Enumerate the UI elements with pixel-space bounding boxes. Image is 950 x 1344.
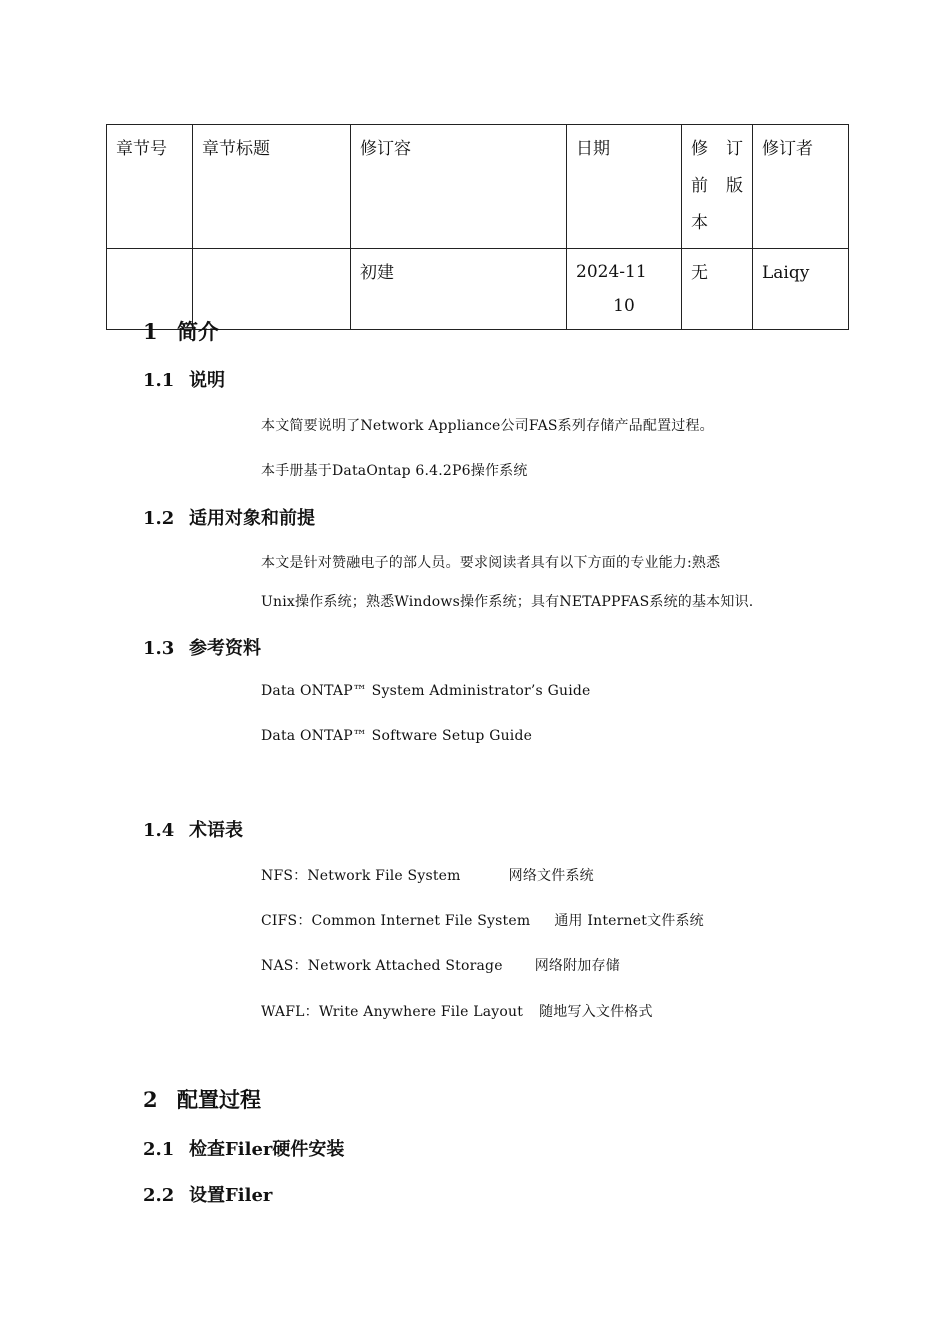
header-chapter-title: 章节标题	[193, 125, 351, 249]
glossary-item	[261, 1001, 653, 1021]
heading-1-2: 1.2 适用对象和前提	[143, 508, 315, 529]
glossary-item	[261, 910, 704, 930]
glossary-meaning: 网络文件系统	[508, 868, 594, 884]
heading-2-1: 2.1 检查Filer硬件安装	[143, 1139, 345, 1160]
header-reviser: 修订者	[753, 125, 849, 249]
heading-1-3: 1.3 参考资料	[143, 638, 261, 659]
header-chapter-no: 章节号	[107, 125, 193, 249]
glossary-term: NAS：Network Attached Storage	[261, 958, 503, 974]
glossary-meaning: 随地写入文件格式	[539, 1004, 653, 1020]
para-1-2-line-2: Unix操作系统；熟悉Windows操作系统；具有NETAPPFAS系统的基本知识.	[261, 594, 754, 610]
glossary-meaning: 通用 Internet文件系统	[554, 913, 704, 929]
heading-2: 2 配置过程	[143, 1087, 261, 1112]
reference-1: Data ONTAP™ System Administrator’s Guide	[261, 683, 591, 699]
cell-date: 2024-11 10	[567, 249, 682, 330]
header-content: 修订容	[351, 125, 567, 249]
heading-1-4: 1.4 术语表	[143, 820, 243, 841]
heading-1-1: 1.1 说明	[143, 370, 225, 391]
revision-table	[106, 124, 849, 330]
cell-reviser: Laiqy	[753, 249, 849, 330]
header-date: 日期	[567, 125, 682, 249]
reference-2: Data ONTAP™ Software Setup Guide	[261, 728, 533, 744]
para-1-1-line-2: 本手册基于DataOntap 6.4.2P6操作系统	[261, 463, 528, 479]
glossary-item	[261, 955, 620, 975]
glossary-item	[261, 865, 594, 885]
cell-content: 初建	[351, 249, 567, 330]
para-1-2-line-1: 本文是针对赞融电子的部人员。要求阅读者具有以下方面的专业能力:熟悉	[261, 555, 721, 571]
glossary-term: CIFS：Common Internet File System	[261, 913, 531, 929]
prev-version-line-2: 前 版	[691, 176, 743, 196]
cell-prev-version: 无	[682, 249, 753, 330]
prev-version-line-1: 修 订	[691, 139, 743, 159]
heading-1: 1 简介	[143, 319, 219, 344]
glossary-term: NFS：Network File System	[261, 868, 461, 884]
glossary-term: WAFL：Write Anywhere File Layout	[261, 1004, 524, 1020]
heading-2-2: 2.2 设置Filer	[143, 1185, 273, 1206]
prev-version-line-3: 本	[691, 213, 708, 233]
table-header-row	[107, 125, 849, 249]
para-1-1-line-1: 本文简要说明了Network Appliance公司FAS系列存储产品配置过程。	[261, 418, 714, 434]
glossary-meaning: 网络附加存储	[534, 958, 620, 974]
header-prev-version	[682, 125, 753, 249]
